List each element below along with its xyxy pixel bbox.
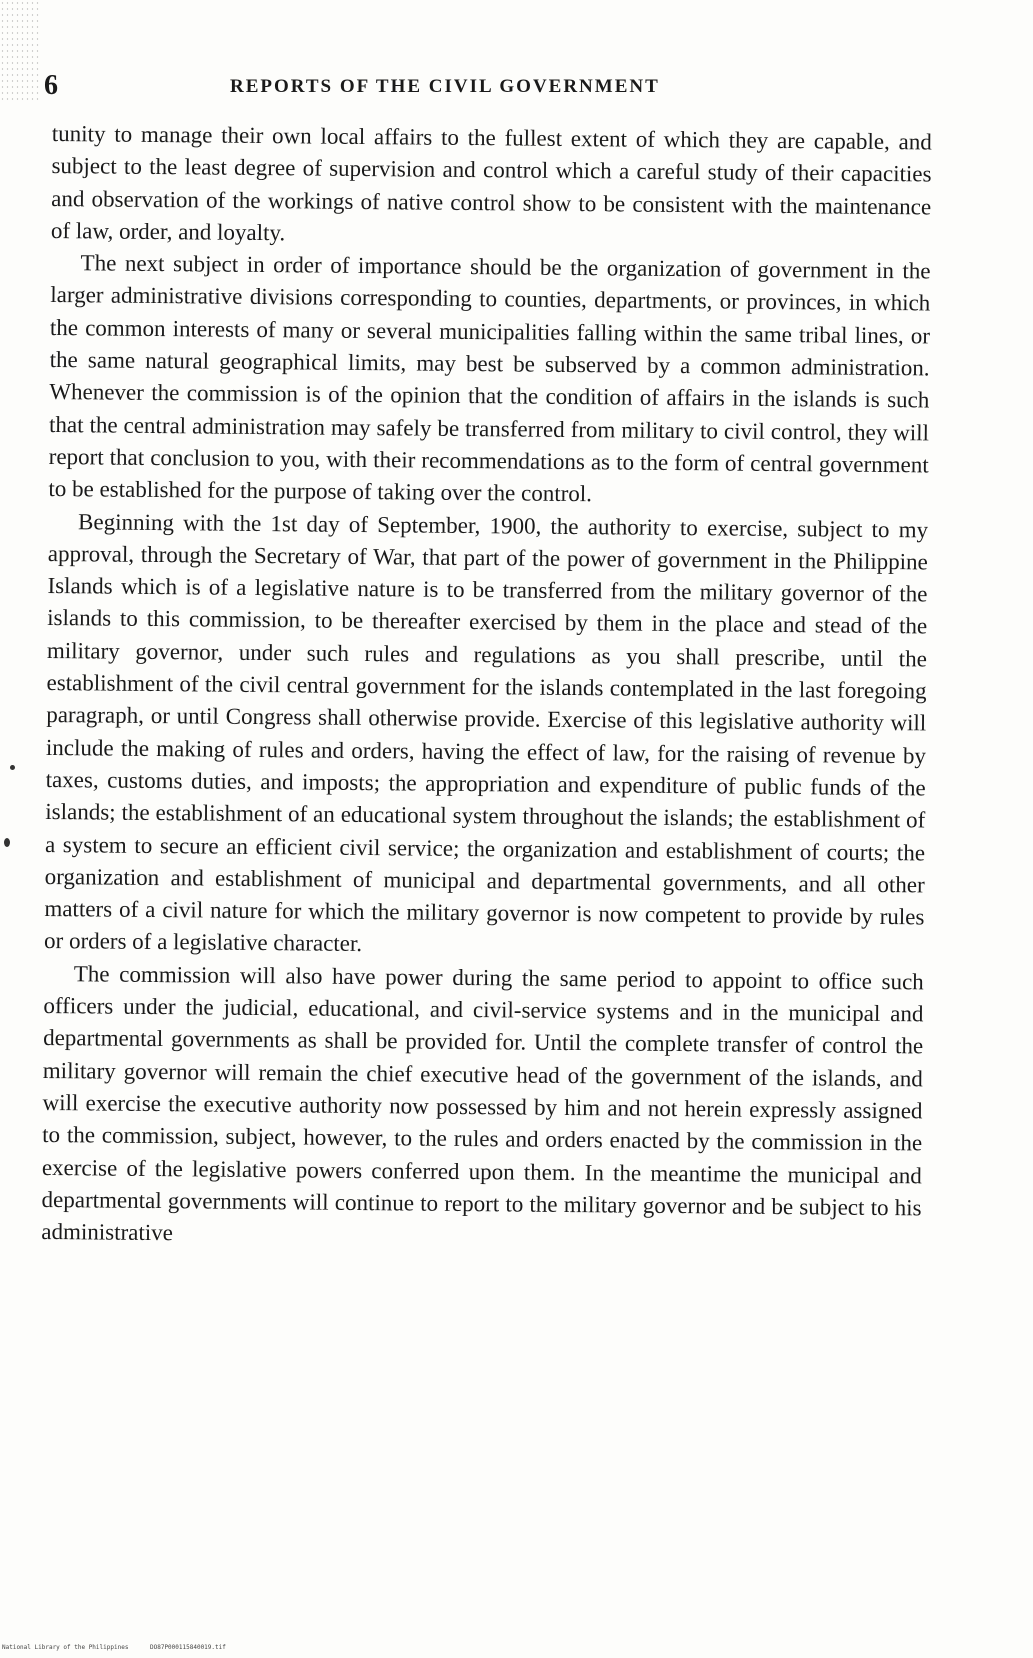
paragraph-1: tunity to manage their own local affairs to the fullest extent of which they are capable, and subject to the least degree of supervision and control which a careful study of their capacities and observation of the workings of native control show to be consistent with the maintenance of law, order, and loyalty. — [50, 120, 932, 246]
scan-speck — [10, 765, 15, 770]
running-head: REPORTS OF THE CIVIL GOVERNMENT — [230, 76, 660, 97]
body-text — [41, 118, 932, 1257]
page-number: 6 — [44, 70, 58, 101]
paragraph-2: The next subject in order of importance should be the organization of government in the larger administrative divisions corresponding to counties, departments, or provinces, in which the common interests of many or several municipalities falling within the same tribal lines, or the same natural geographical limits, may best be subserved by a common administration. Whenever the commission is of the opinion that the condition of affairs in the islands is such that the central administration may safely be transferred from military to civil control, they will report that conclusion to you, with their recommendations as to the form of central government to be established for the purpose of taking over the control. — [48, 250, 931, 507]
paragraph-3: Beginning with the 1st day of September, 1900, the authority to exercise, subject to my approval, through the Secretary of War, that part of the power of government in the Philippine Islands which is of a legislative nature is to be transferred from the military governor of the islands to this commission, to be thereafter exercised by them in the place and stead of the military governor, under such rules and regulations as you shall prescribe, until the establishment of the civil central government for the islands contemplated in the last foregoing paragraph, or until Congress shall otherwise provide. Exercise of this legislative authority will include the making of rules and orders, having the effect of law, for the raising of revenue by taxes, customs duties, and imposts; the appropriation and expenditure of public funds of the islands; the establishment of an educational system throughout the islands; the establishment of a system to secure an efficient civil service; the organization and establishment of courts; the organization and establishment of municipal and departmental governments, and all other matters of a civil nature for which the military governor is now competent to provide by rules or orders of a legislative character. — [43, 508, 929, 957]
paragraph-4: The commission will also have power during the same period to appoint to office such officers under the judicial, educational, and civil-service systems and in the municipal and departmental governments as shall be provided for. Until the complete transfer of control the military governor will remain the chief executive head of the government of the islands, and will exercise the executive authority now possessed by him and not herein expressly assigned to the commission, subject, however, to the rules and orders enacted by the commission in the exercise of the legislative powers conferred upon them. In the meantime the municipal and departmental governments will continue to report to the military governor and be subject to his administrative — [41, 960, 924, 1246]
footer-file: DO87P000115840019.tif — [150, 1644, 226, 1651]
scan-edge-noise — [0, 0, 40, 100]
footer-library: National Library of the Philippines — [2, 1644, 129, 1651]
scan-speck — [4, 838, 10, 847]
